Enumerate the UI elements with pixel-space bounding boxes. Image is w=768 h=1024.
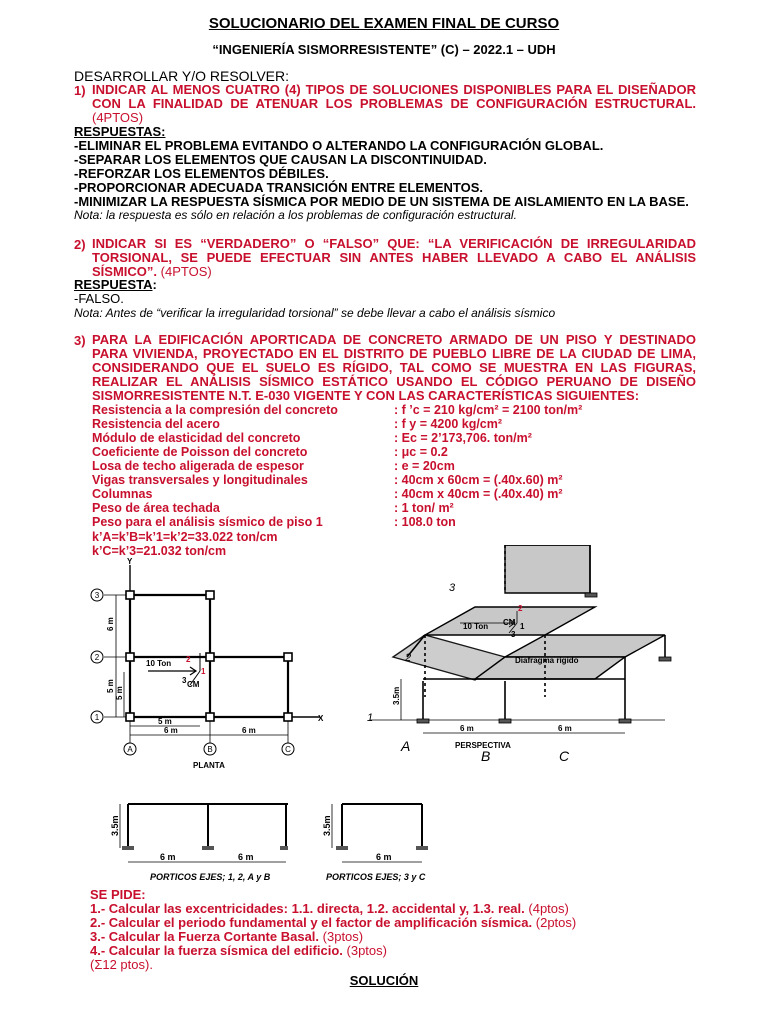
solution-header: SOLUCIÓN: [349, 973, 419, 988]
dim-label: 5 m: [115, 686, 124, 700]
property-value: : e = 20cm: [394, 459, 455, 473]
axis-bubble-label: 1: [94, 713, 100, 722]
perspective-figure: [365, 545, 685, 767]
se-pide-pts: (3ptos): [346, 943, 387, 958]
axis-label: 2: [405, 652, 412, 664]
axis-label: C: [559, 748, 570, 764]
q2-number: 2): [74, 237, 86, 252]
span-label: 6 m: [460, 724, 474, 733]
axis-label: B: [481, 748, 491, 764]
stiffness-line: k’C=k’3=21.032 ton/cm: [92, 544, 227, 558]
diaphragm-label: Diafragma rígido: [515, 656, 579, 665]
frame-caption: PORTICOS EJES; 3 y C: [326, 872, 426, 882]
axis-label: 1: [367, 712, 374, 724]
q2-note: Nota: Antes de “verificar la irregularidad torsional” se debe llevar a cabo el análisis sísmico: [74, 306, 556, 320]
se-pide-pts: (2ptos): [535, 915, 577, 930]
q1-answer: -ELIMINAR EL PROBLEMA EVITANDO O ALTERANDO LA CONFIGURACIÓN GLOBAL.: [74, 138, 604, 153]
property-value: : f ’c = 210 kg/cm² = 2100 ton/m²: [394, 403, 583, 417]
se-pide-text: 2.- Calcular el periodo fundamental y el factor de amplificación sísmica.: [90, 915, 533, 930]
property-label: Peso de área techada: [92, 501, 220, 515]
q1-answer: -SEPARAR LOS ELEMENTOS QUE CAUSAN LA DISCONTINUIDAD.: [74, 152, 487, 167]
se-pide-item: [90, 916, 576, 930]
se-pide-pts: (4ptos): [528, 901, 569, 916]
x-axis-label: X: [318, 714, 324, 723]
axis-bubble-label: B: [207, 745, 213, 754]
frame-axes-3-c: [318, 780, 448, 885]
q1-answer: -PROPORCIONAR ADECUADA TRANSICIÓN ENTRE ELEMENTOS.: [74, 180, 484, 195]
span-label: 6 m: [160, 852, 176, 862]
q1-answer: -REFORZAR LOS ELEMENTOS DÉBILES.: [74, 166, 329, 181]
perspective-caption: PERSPECTIVA: [455, 741, 511, 750]
plan-figure: [80, 555, 340, 775]
dof-label: 3: [182, 676, 187, 685]
axis-bubble-label: A: [127, 745, 133, 754]
force-label: 10 Ton: [146, 659, 172, 668]
q2-points: (4PTOS): [160, 264, 212, 279]
property-label: Columnas: [92, 487, 153, 501]
se-pide-total: (Σ12 ptos).: [90, 957, 153, 972]
property-label: Resistencia del acero: [92, 417, 220, 431]
q1-note: Nota: la respuesta es sólo en relación a los problemas de configuración estructural.: [74, 208, 517, 222]
axis-bubble-label: C: [285, 745, 291, 754]
dim-label: 6 m: [242, 726, 256, 735]
se-pide-text: 1.- Calcular las excentricidades: 1.1. directa, 1.2. accidental y, 1.3. real.: [90, 901, 525, 916]
q2-answer: -FALSO.: [74, 291, 124, 306]
axis-bubble-label: 3: [94, 591, 100, 600]
property-value: : f y = 4200 kg/cm²: [394, 417, 503, 431]
q1-number: 1): [74, 83, 86, 98]
q3-text: PARA LA EDIFICACIÓN APORTICADA DE CONCRETO ARMADO DE UN PISO Y DESTINADO PARA VIVIENDA, PROYECTADO EN EL DISTRITO DE PUEBLO LIBRE DE LA CIUDAD DE LIMA, CONSIDERANDO QUE EL SUELO ES RÍGIDO, TAL COMO SE MUESTRA EN LAS FIGURAS, REALIZAR EL ANÁLISIS SÍSMICO ESTÁTICO USANDO EL CÓDIGO PERUANO DE DISEÑO SISMORRESISTENTE N.T. E-030 VIGENTE Y CON LAS CARACTERÍSTICAS SIGUIENTES:: [92, 332, 696, 403]
q3-number: 3): [74, 333, 86, 348]
property-value: : μc = 0.2: [394, 445, 448, 459]
q1-points: (4PTOS): [92, 110, 144, 125]
property-label: Módulo de elasticidad del concreto: [92, 431, 301, 445]
axis-bubble-label: 2: [94, 653, 100, 662]
height-label: 3.5m: [392, 686, 401, 705]
slab-panel: [505, 545, 590, 593]
dof-label: 3: [511, 630, 516, 639]
q2-answer-header: RESPUESTA: [74, 277, 153, 292]
axis-label: 3: [449, 582, 456, 594]
q1-answer-header: RESPUESTAS:: [74, 124, 166, 139]
property-value: : 1 ton/ m²: [394, 501, 454, 515]
property-label: Peso para el análisis sísmico de piso 1: [92, 515, 323, 529]
slab-panel: [505, 635, 665, 657]
span-label: 6 m: [376, 852, 392, 862]
property-label: Vigas transversales y longitudinales: [92, 473, 308, 487]
y-axis-label: Y: [127, 557, 133, 566]
q2-answer-colon: :: [152, 277, 157, 292]
span-label: 6 m: [558, 724, 572, 733]
frame-caption: PORTICOS EJES; 1, 2, A y B: [150, 872, 271, 882]
dof-label: 1: [520, 622, 525, 631]
se-pide-text: 4.- Calcular la fuerza sísmica del edificio.: [90, 943, 343, 958]
cm-label: CM: [503, 618, 516, 627]
dim-label: 6 m: [106, 617, 115, 631]
property-value: : 40cm x 40cm = (.40x.40) m²: [394, 487, 563, 501]
se-pide-header: SE PIDE:: [90, 887, 146, 902]
height-label: 3.5m: [110, 815, 120, 836]
dim-label: 6 m: [164, 726, 178, 735]
dim-label: 5 m: [106, 679, 115, 693]
q1-question: [92, 83, 696, 125]
property-label: Resistencia a la compresión del concreto: [92, 403, 338, 417]
force-label: 10 Ton: [463, 622, 489, 631]
dof-label: 2: [186, 655, 191, 664]
se-pide-item: [90, 944, 387, 958]
plan-caption: PLANTA: [193, 761, 225, 770]
dof-label: 1: [201, 667, 206, 676]
stiffness-line: k’A=k’B=k’1=k’2=33.022 ton/cm: [92, 530, 278, 544]
q2-text: INDICAR SI ES “VERDADERO” O “FALSO” QUE: “LA VERIFICACIÓN DE IRREGULARIDAD TORSIONAL, SE PUEDE EFECTUAR SIN ANTES HABER LLEVADO A CABO EL ANÁLISIS SÍSMICO”.: [92, 236, 696, 279]
property-label: Losa de techo aligerada de espesor: [92, 459, 304, 473]
property-value: : 108.0 ton: [394, 515, 456, 529]
q1-answer-list: [74, 139, 689, 209]
se-pide-item: [90, 902, 569, 916]
span-label: 6 m: [238, 852, 254, 862]
property-value: : Ec = 2’173,706. ton/m²: [394, 431, 532, 445]
q1-text: INDICAR AL MENOS CUATRO (4) TIPOS DE SOLUCIONES DISPONIBLES PARA EL DISEÑADOR CON LA FINALIDAD DE ATENUAR LOS PROBLEMAS DE CONFIGURACIÓN ESTRUCTURAL.: [92, 82, 696, 111]
q2-question: [92, 237, 696, 279]
q2-answer-header-wrap: [74, 278, 157, 292]
frame-axes-1-2-a-b: [108, 780, 288, 885]
dim-label: 5 m: [158, 717, 172, 726]
intro-text: DESARROLLAR Y/O RESOLVER:: [74, 68, 289, 84]
se-pide-text: 3.- Calcular la Fuerza Cortante Basal.: [90, 929, 320, 944]
height-label: 3.5m: [322, 815, 332, 836]
axis-label: A: [401, 738, 411, 754]
property-label: Coeficiente de Poisson del concreto: [92, 445, 308, 459]
document-subtitle: “INGENIERÍA SISMORRESISTENTE” (C) – 2022.1 – UDH: [212, 42, 556, 57]
se-pide-pts: (3ptos): [322, 929, 364, 944]
se-pide-item: [90, 930, 363, 944]
document-title: SOLUCIONARIO DEL EXAMEN FINAL DE CURSO: [208, 15, 560, 32]
property-value: : 40cm x 60cm = (.40x.60) m²: [394, 473, 563, 487]
dof-label: 2: [518, 604, 523, 613]
cm-label: CM: [187, 680, 200, 689]
q1-answer: -MINIMIZAR LA RESPUESTA SÍSMICA POR MEDIO DE UN SISTEMA DE AISLAMIENTO EN LA BASE.: [74, 194, 689, 209]
